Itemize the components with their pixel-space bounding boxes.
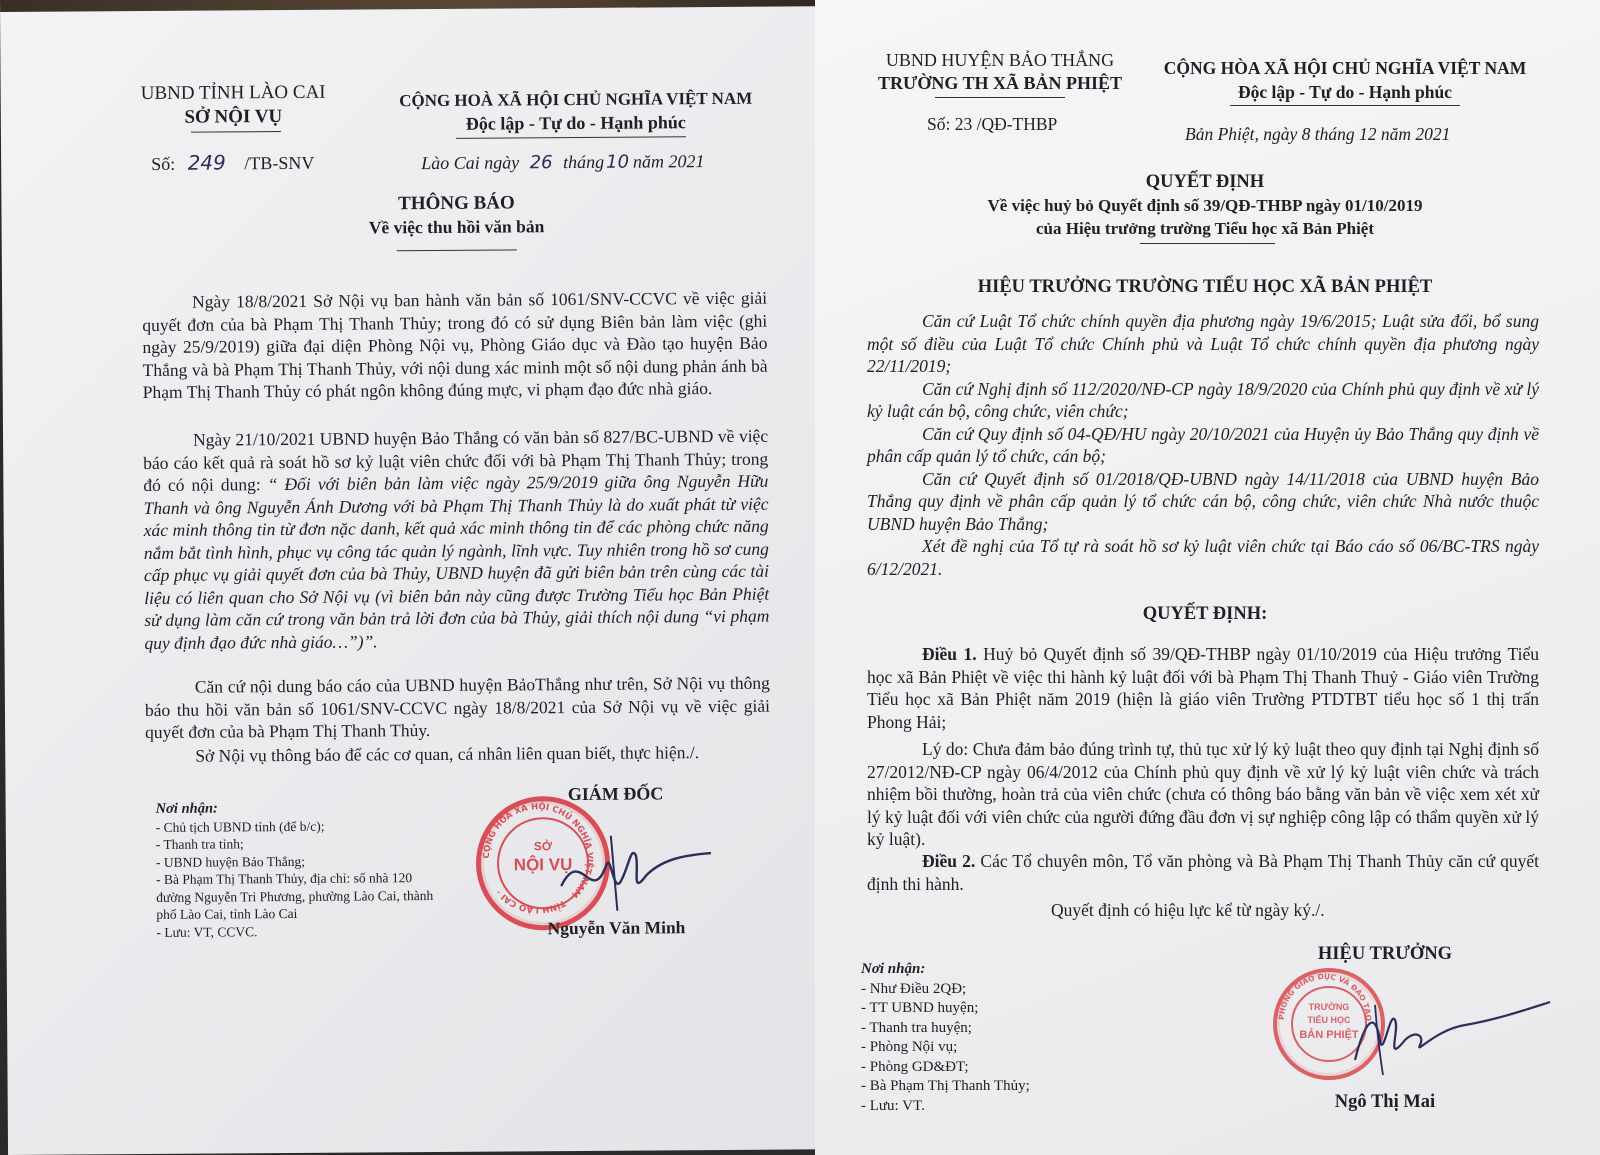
left-number-prefix: Số:: [151, 153, 176, 174]
left-motto-underline: [456, 136, 686, 139]
left-stamp-main: NỘI VỤ: [513, 855, 573, 875]
right-stamp-line1: TRƯỜNG: [1308, 1002, 1350, 1012]
right-basis-text: Căn cứ Quyết định số 01/2018/QĐ-UBND ngày 14/11/2018 của UBND huyện Bảo Thắng quy định về phân cấp quản lý tổ chức cán bộ, công chức, viên chức Nhà nước thuộc UBND huyện Bảo Thắng;: [867, 468, 1539, 534]
left-signature: [551, 825, 722, 916]
right-recipient-item: - Thanh tra huyện;: [861, 1019, 972, 1036]
left-date-month: 10: [606, 151, 630, 173]
left-doc-date: [421, 151, 704, 174]
right-decide-heading: QUYẾT ĐỊNH:: [1142, 604, 1268, 624]
right-recipient-item: - Như Điều 2QĐ;: [861, 980, 967, 997]
right-article-2-label: Điều 2.: [922, 851, 976, 871]
right-title-underline: [1140, 243, 1275, 244]
right-reason-text: Lý do: Chưa đảm bảo đúng trình tự, thủ tục xử lý kỷ luật theo quy định tại Nghị định số 27/2012/NĐ-CP ngày 06/4/2012 của Chính phủ quy định về xử lý kỷ luật viên chức và trách nhiệm bồi thường, hoàn trả của viên chức (chưa có thông báo bằng văn bản về việc xem xét xử lý kỷ luật đối với viên chức của người đứng đầu đơn vị sự nghiệp công lập có thẩm quyền xử lý kỷ luật).: [867, 739, 1539, 849]
right-basis-item: [867, 423, 1539, 468]
left-recipient-item: - Bà Phạm Thị Thanh Thủy, địa chỉ: số nhà 120 đường Nguyễn Tri Phương, phường Lào Cai, thành phố Lào Cai, tỉnh Lào Cai: [156, 870, 434, 922]
right-doc-subtitle-1: Về việc huỷ bỏ Quyết định số 39/QĐ-THBP ngày 01/10/2019: [987, 196, 1423, 215]
right-article-1: [867, 643, 1539, 733]
left-org-underline: [191, 131, 281, 133]
left-paragraph-2: [143, 425, 770, 654]
left-paragraph-1: [142, 287, 768, 404]
left-p1-text: Ngày 18/8/2021 Sở Nội vụ ban hành văn bản số 1061/SNV-CCVC về việc giải quyết đơn của bà Phạm Thị Thanh Thủy; trong đó có sử dụng Biên bản làm việc (ghi ngày 25/9/2019) giữa đại diện Phòng Nội vụ, Phòng Giáo dục và Đào tạo huyện Bảo Thắng và bà Phạm Thị Thanh Thủy, với nội dung xác minh một số nội dung phản ánh bà Phạm Thị Thanh Thủy có phát ngôn không đúng mực, vi phạm đạo đức nhà giáo.: [142, 287, 768, 403]
right-basis-item: [867, 535, 1539, 580]
left-signer-title: GIÁM ĐỐC: [567, 783, 664, 805]
right-article-1-text: Huỷ bỏ Quyết định số 39/QĐ-THBP ngày 01/10/2019 của Hiệu trưởng Tiểu học xã Bản Phiệt về việc thi hành kỷ luật đối với bà Phạm Thị Thanh Thuỷ - Giáo viên Trường Tiểu học xã Bản Phiệt năm 2019 (hiện là giáo viên Trường PTDTBT tiểu học số 1 thị trấn Phong Hải;: [867, 644, 1540, 732]
left-title-underline: [397, 249, 517, 251]
right-basis-item: [867, 468, 1539, 536]
right-stamp-line2: TIỂU HỌC: [1307, 1015, 1351, 1025]
right-basis-item: [867, 310, 1539, 378]
left-recipients-title: Nơi nhận:: [155, 800, 218, 817]
left-recipient-item: - Lưu: VT, CCVC.: [156, 923, 258, 940]
right-country-name: CỘNG HÒA XÃ HỘI CHỦ NGHĨA VIỆT NAM: [1163, 58, 1527, 78]
left-date-day: 26: [529, 152, 553, 174]
right-basis-text: Căn cứ Nghị định số 112/2020/NĐ-CP ngày 18/9/2020 của Chính phủ quy định về xử lý kỷ luật cán bộ, công chức, viên chức;: [867, 378, 1539, 421]
left-doc-subtitle: Về việc thu hồi văn bản: [368, 216, 545, 238]
left-signer-name: Nguyễn Văn Minh: [547, 917, 686, 939]
left-org-line2: SỞ NỘI VỤ: [184, 106, 283, 128]
right-doc-date: Bản Phiệt, ngày 8 tháng 12 năm 2021: [1185, 124, 1451, 144]
right-doc-title: QUYẾT ĐỊNH: [1145, 172, 1265, 192]
right-recipient-item: - Phòng Nội vụ;: [861, 1039, 958, 1055]
photo-top-edge: [0, 0, 815, 12]
right-recipient-item: - Phòng GD&ĐT;: [861, 1058, 969, 1075]
left-doc-number: [151, 150, 314, 175]
right-basis-text: Căn cứ Quy định số 04-QĐ/HU ngày 20/10/2021 của Huyện ủy Bảo Thắng quy định về phân cấp quản lý tổ chức, cán bộ;: [867, 423, 1539, 466]
left-motto: Độc lập - Tự do - Hạnh phúc: [465, 112, 686, 134]
left-recipients: [156, 799, 442, 941]
right-org-line2: TRƯỜNG TH XÃ BẢN PHIỆT: [877, 73, 1123, 93]
right-article-2-text: Các Tổ chuyên môn, Tổ văn phòng và Bà Phạm Thị Thanh Thủy căn cứ quyết định thi hành.: [867, 851, 1540, 894]
right-stamp-line3: BẢN PHIỆT: [1299, 1029, 1359, 1041]
right-article-2: [867, 850, 1539, 895]
left-date-prefix: Lào Cai ngày: [421, 152, 520, 174]
right-basis-text: Căn cứ Luật Tổ chức chính quyền địa phương ngày 19/6/2015; Luật sửa đổi, bổ sung một số điều của Luật Tổ chức Chính phủ và Luật Tổ chức chính quyền địa phương ngày 22/11/2019;: [867, 311, 1539, 376]
left-paragraph-4: [145, 741, 770, 768]
left-recipient-item: - UBND huyện Bảo Thắng;: [155, 853, 306, 870]
right-basis-item: [867, 378, 1539, 423]
left-date-month-label: tháng: [562, 151, 605, 173]
right-authority: HIỆU TRƯỞNG TRƯỜNG TIỂU HỌC XÃ BẢN PHIỆT: [977, 277, 1433, 297]
left-p3-text: Căn cứ nội dung báo cáo của UBND huyện BảoThắng như trên, Sở Nội vụ thông báo thu hồi văn bản số 1061/SNV-CCVC ngày 18/8/2021 của Sở Nội vụ về việc giải quyết đơn của bà Phạm Thị Thanh Thủy.: [144, 672, 771, 743]
left-p4-text: Sở Nội vụ thông báo để các cơ quan, cá nhân liên quan biết, thực hiện./.: [195, 742, 700, 766]
left-country-name: CỘNG HOÀ XÃ HỘI CHỦ NGHĨA VIỆT NAM: [399, 88, 753, 111]
right-recipients: [861, 960, 1121, 1116]
left-stamp-top: SỞ: [533, 839, 553, 854]
right-recipient-item: - Lưu: VT.: [861, 1097, 925, 1114]
right-org-line1: UBND HUYỆN BẢO THẮNG: [885, 50, 1115, 70]
left-org-line1: UBND TỈNH LÀO CAI: [140, 81, 326, 105]
left-date-year: năm 2021: [632, 151, 705, 172]
left-doc-title: THÔNG BÁO: [398, 192, 515, 215]
right-basis-list: [867, 310, 1539, 580]
right-recipient-item: - TT UBND huyện;: [861, 1000, 979, 1016]
left-recipient-item: - Chủ tịch UBND tỉnh (để b/c);: [155, 818, 325, 835]
right-effective: Quyết định có hiệu lực kể từ ngày ký./.: [1051, 900, 1325, 920]
right-recipient-item: - Bà Phạm Thị Thanh Thủy;: [861, 1078, 1030, 1094]
left-stamp-ring-label: CỘNG HÒA XÃ HỘI CHỦ NGHĨA VIỆT NAM · TỈNH LÀO CAI ·: [481, 802, 595, 915]
right-doc-number: Số: 23 /QĐ-THBP: [927, 114, 1058, 134]
right-motto-underline: [1230, 105, 1460, 106]
left-p2-text: Ngày 21/10/2021 UBND huyện Bảo Thắng có văn bản số 827/BC-UBND về việc báo cáo kết quả rà soát hồ sơ kỷ luật viên chức đối với bà Phạm Thị Thanh Thủy; trong đó có nội dung:: [143, 425, 769, 496]
right-stamp-ring-label: PHÒNG GIÁO DỤC VÀ ĐÀO TẠO: [1276, 971, 1374, 1022]
right-article-1-label: Điều 1.: [922, 644, 977, 664]
right-recipients-title: Nơi nhận:: [861, 961, 926, 977]
right-reason: [867, 738, 1539, 851]
right-doc-subtitle-2: của Hiệu trưởng trường Tiểu học xã Bản Phiệt: [1035, 219, 1374, 238]
right-org-underline: [935, 97, 1065, 98]
right-signer-name: Ngô Thị Mai: [1334, 1092, 1436, 1112]
right-motto: Độc lập - Tự do - Hạnh phúc: [1238, 82, 1452, 102]
left-paragraph-3: [145, 672, 770, 744]
left-number-handwritten: 249: [187, 150, 226, 175]
left-p2-quote: “ Đối với biên bản làm việc ngày 25/9/2019 giữa ông Nguyễn Hữu Thanh và ông Nguyễn Ánh Dương với bà Phạm Thị Thanh Thủy là do xuất phát từ việc xác minh thông tin từ đơn nặc danh, kết quả xác minh thông tin để các phòng chức năng nắm bắt tình hình, phục vụ công tác quản lý ngành, lĩnh vực. Tuy nhiên trong hồ sơ cung cấp phục vụ giải quyết đơn của bà Thủy, UBND huyện đã gửi biên bản trên cùng các tài liệu có liên quan cho Sở Nội vụ (vì biên bản này cũng được Trường Tiểu học Bản Phiệt sử dụng làm căn cứ trong văn bản trả lời đơn của bà Thủy, giải thích nội dung “vi phạm quy định đạo đức nhà giáo…”)”.: [143, 470, 770, 653]
right-signature: [1335, 990, 1565, 1080]
left-recipient-item: - Thanh tra tỉnh;: [155, 836, 244, 852]
right-document: [815, 0, 1600, 1155]
right-basis-text: Xét đề nghị của Tổ tự rà soát hồ sơ kỷ luật viên chức tại Báo cáo số 06/BC-TRS ngày 6/12/2021.: [867, 536, 1539, 579]
left-number-suffix: /TB-SNV: [244, 152, 315, 174]
right-signer-title: HIỆU TRƯỞNG: [1317, 944, 1453, 964]
